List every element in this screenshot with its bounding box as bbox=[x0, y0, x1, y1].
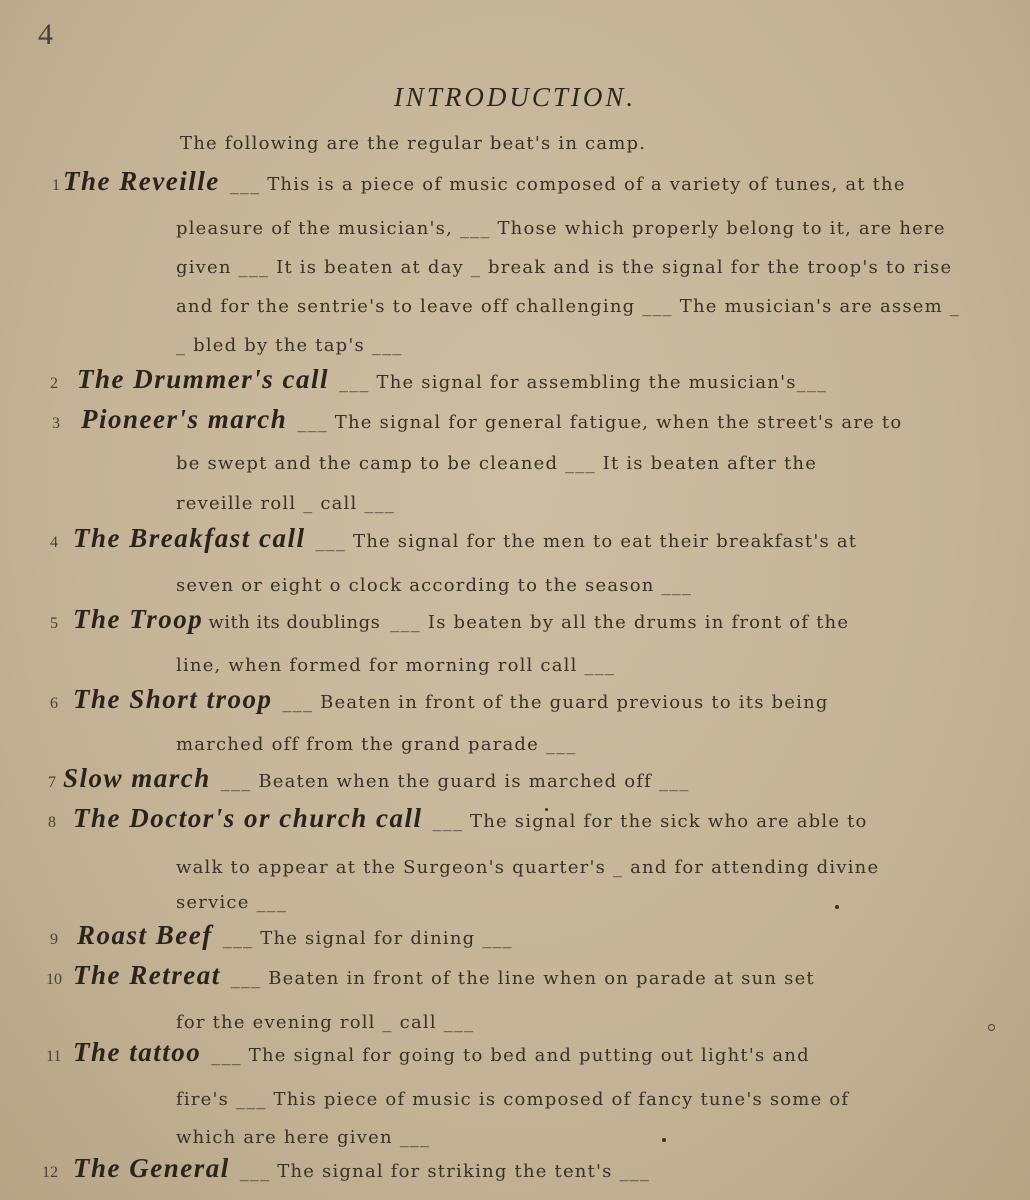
entry-heading: Slow march bbox=[63, 763, 211, 793]
entry-first-line bbox=[77, 364, 827, 395]
entry-continuation-line: seven or eight o clock according to the season ___ bbox=[176, 575, 693, 596]
entry-heading: The Reveille bbox=[63, 166, 220, 196]
intro-text: The following are the regular beat's in camp. bbox=[180, 133, 647, 154]
entry-heading: The Breakfast call bbox=[73, 523, 306, 553]
paper-speck bbox=[545, 808, 548, 811]
entry-number: 5 bbox=[50, 615, 58, 632]
entry-heading: The Short troop bbox=[73, 684, 273, 714]
paper-speck bbox=[662, 1138, 666, 1142]
entry-description: ___ Beaten when the guard is marched off ___ bbox=[220, 771, 690, 792]
entry-description: ___ The signal for assembling the musician's___ bbox=[339, 372, 828, 393]
entry-continuation-line: walk to appear at the Surgeon's quarter's _ and for attending divine bbox=[176, 857, 880, 878]
entry-description: ___ Is beaten by all the drums in front of the bbox=[390, 612, 850, 633]
entry-number: 11 bbox=[46, 1048, 62, 1065]
entry-continuation-line: be swept and the camp to be cleaned ___ It is beaten after the bbox=[176, 453, 818, 474]
entry-continuation-line: _ bled by the tap's ___ bbox=[176, 335, 403, 356]
paper-speck bbox=[835, 905, 839, 909]
entry-number: 12 bbox=[42, 1164, 58, 1181]
entry-heading-extra: with its doublings bbox=[208, 612, 381, 633]
paper-speck bbox=[988, 1024, 995, 1031]
entry-description: ___ Beaten in front of the guard previous to its being bbox=[282, 692, 829, 713]
entry-first-line bbox=[63, 166, 906, 197]
entry-first-line bbox=[73, 604, 849, 635]
entry-first-line bbox=[73, 803, 868, 834]
entry-description: ___ The signal for striking the tent's ___ bbox=[239, 1161, 651, 1182]
entry-description: ___ The signal for the men to eat their breakfast's at bbox=[315, 531, 858, 552]
entry-continuation-line: which are here given ___ bbox=[176, 1127, 431, 1148]
entry-heading: The Doctor's or church call bbox=[73, 803, 423, 833]
entry-heading: The Troop bbox=[73, 604, 204, 634]
entry-continuation-line: service ___ bbox=[176, 892, 288, 913]
entry-continuation-line: line, when formed for morning roll call ___ bbox=[176, 655, 616, 676]
entry-number: 9 bbox=[50, 931, 58, 948]
entry-description: ___ The signal for going to bed and putting out light's and bbox=[211, 1045, 810, 1066]
entry-continuation-line: given ___ It is beaten at day _ break and is the signal for the troop's to rise bbox=[176, 257, 953, 278]
entry-first-line bbox=[63, 763, 690, 794]
entry-first-line bbox=[81, 404, 902, 435]
entry-number: 4 bbox=[50, 534, 58, 551]
entry-number: 7 bbox=[48, 774, 56, 791]
entry-number: 8 bbox=[48, 814, 56, 831]
entry-continuation-line: fire's ___ This piece of music is composed of fancy tune's some of bbox=[176, 1089, 850, 1110]
page-title: INTRODUCTION. bbox=[393, 82, 637, 112]
entry-continuation-line: marched off from the grand parade ___ bbox=[176, 734, 577, 755]
entry-number: 2 bbox=[50, 375, 58, 392]
entry-continuation-line: for the evening roll _ call ___ bbox=[176, 1012, 475, 1033]
entry-description: ___ Beaten in front of the line when on parade at sun set bbox=[230, 968, 815, 989]
entry-heading: Roast Beef bbox=[77, 920, 213, 950]
entry-description: ___ The signal for dining ___ bbox=[222, 928, 513, 949]
entry-heading: Pioneer's march bbox=[81, 404, 288, 434]
entry-heading: The Retreat bbox=[73, 960, 221, 990]
entry-number: 6 bbox=[50, 695, 58, 712]
entry-heading: The Drummer's call bbox=[77, 364, 330, 394]
entry-number: 3 bbox=[52, 415, 60, 432]
entry-heading: The General bbox=[73, 1153, 230, 1183]
entry-heading: The tattoo bbox=[73, 1037, 202, 1067]
entry-first-line bbox=[73, 1153, 650, 1184]
entry-number: 10 bbox=[46, 971, 62, 988]
entry-first-line bbox=[73, 960, 815, 991]
entry-continuation-line: and for the sentrie's to leave off challenging ___ The musician's are assem _ bbox=[176, 296, 961, 317]
entry-first-line bbox=[77, 920, 513, 951]
entry-number: 1 bbox=[52, 177, 60, 194]
entry-continuation-line: reveille roll _ call ___ bbox=[176, 493, 395, 514]
entry-first-line bbox=[73, 684, 829, 715]
entry-first-line bbox=[73, 1037, 810, 1068]
entry-first-line bbox=[73, 523, 857, 554]
entry-continuation-line: pleasure of the musician's, ___ Those which properly belong to it, are here bbox=[176, 218, 946, 239]
page-number: 4 bbox=[38, 18, 53, 51]
entry-description: ___ This is a piece of music composed of a variety of tunes, at the bbox=[229, 174, 906, 195]
entry-description: ___ The signal for general fatigue, when the street's are to bbox=[297, 412, 903, 433]
entry-description: ___ The signal for the sick who are able to bbox=[432, 811, 868, 832]
